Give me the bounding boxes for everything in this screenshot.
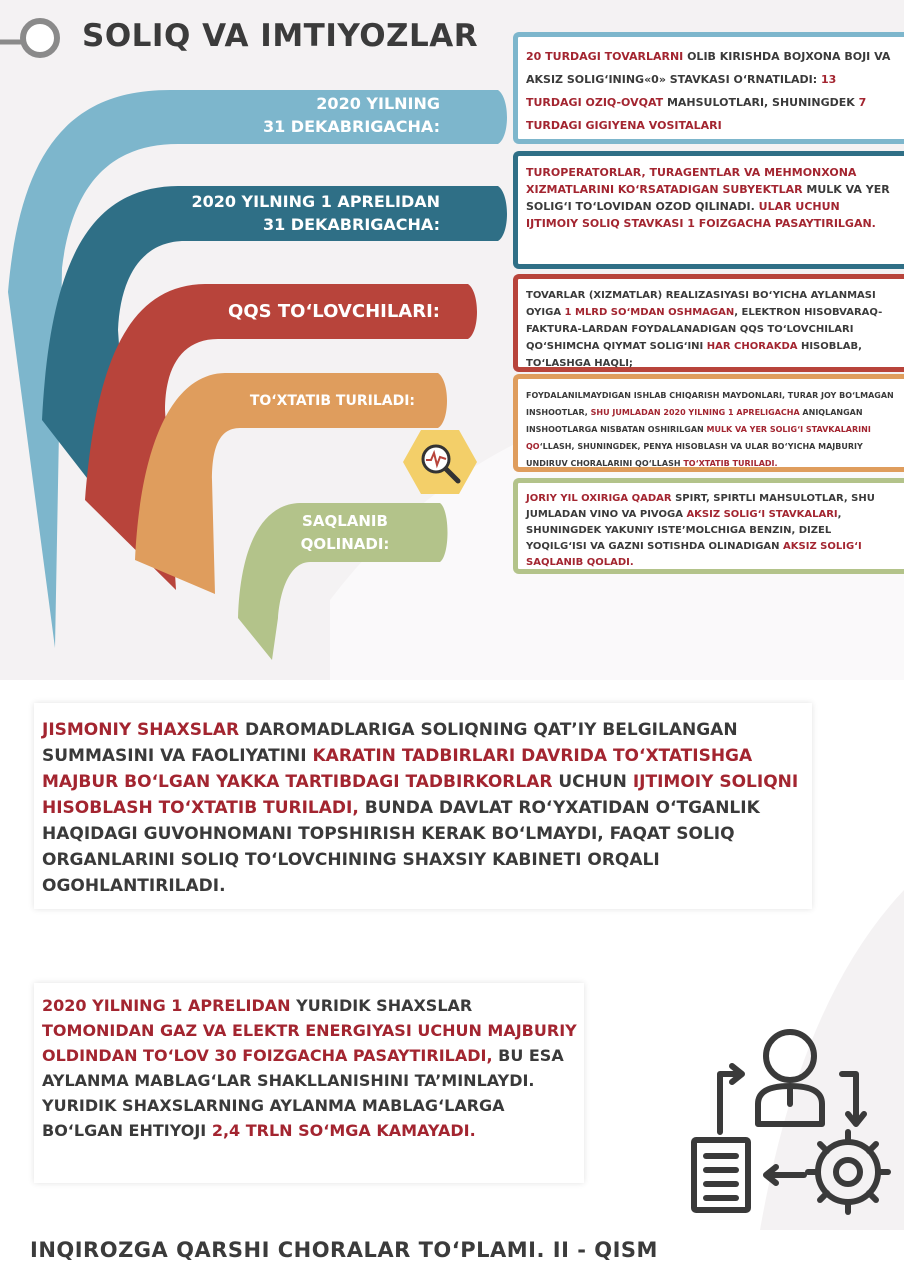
box3-text-2: , ELEKTRON HISOBVARAQ-FAKTURA-LARDAN FOYDALANADIGAN QQS TO‘LOVCHILARI QO‘SHIMCHA QIYMAT SOLIG‘INI [526, 307, 883, 352]
box3-text-3: HISOBLAB, TO‘LASHGA HAQLI; [526, 341, 862, 369]
para2-text-3: YURIDIK SHAXSLARNING AYLANMA MABLAG‘LARGA BO‘LGAN EHTIYOJI [42, 1096, 505, 1140]
para2-highlight-date: 2020 YILNING 1 APRELIDAN [42, 996, 291, 1015]
info-box-duty-exemption [513, 32, 904, 144]
box4-highlight-suspended: TO‘XTATIB TURILADI. [683, 459, 778, 468]
box4-text-3: ‘LLASH, SHUNINGDEK, PENYA HISOBLASH VA ULAR BO‘YICHA MAJBURIY UNDIRUV CHORALARINI QO‘LLASH [526, 442, 863, 468]
info-box-tourism [513, 151, 904, 269]
ribbon-label-1 [200, 92, 440, 138]
box4-text-2: ANIQLANGAN INSHOOTLARGA NISBATAN OSHIRILGAN [526, 408, 863, 434]
box4-highlight-date: SHU JUMLADAN 2020 YILNING 1 APRELIGACHA [590, 408, 800, 417]
box4-highlight-rates: MULK VA YER SOLIG‘I STAVKALARINI QO [526, 425, 871, 451]
ribbon-label-1-line1: 2020 YILNING [316, 94, 440, 113]
box1-highlight-hygiene: 7 TURDAGI GIGIYENA VOSITALARI [526, 96, 867, 132]
box5-text-2: , SHUNINGDEK YAKUNIY ISTE’MOLCHIGA BENZIN, DIZEL YOQILG‘ISI VA GAZNI SOTISHDA OLINADIGAN [526, 509, 842, 552]
ribbon-label-2-line2: 31 DEKABRIGACHA: [262, 215, 440, 234]
para2-highlight-amount: 2,4 TRLN SO‘MGA KAMAYADI. [211, 1121, 476, 1140]
para1-text-3: BUNDA DAVLAT RO‘YXATIDAN O‘TGANLIK HAQIDAGI GUVOHNOMANI TOPSHIRISH KERAK BO‘LMAYDI, FAQAT SOLIQ ORGANLARINI SOLIQ TO‘LOVCHINING SHAXSIY KABINETI ORQALI OGOHLANTIRILADI. [42, 798, 760, 896]
info-box-suspended [513, 374, 904, 472]
box2-highlight-social-tax: ULAR UCHUN IJTIMOIY SOLIQ STAVKASI 1 FOIZGACHA PASAYTIRILGAN. [526, 200, 876, 230]
ribbon-label-5 [290, 510, 400, 556]
info-box-vat-payers [513, 274, 904, 372]
ribbon-label-5-line1: SAQLANIB [302, 512, 388, 530]
box2-text: MULK VA YER SOLIG‘I TO‘LOVIDAN OZOD QILINADI. [526, 183, 890, 213]
box1-highlight-food: 13 TURDAGI OZIQ-OVQAT [526, 73, 837, 109]
ribbon-label-4 [215, 390, 415, 413]
ribbon-label-5-line2: QOLINADI: [300, 535, 390, 553]
ribbon-label-3 [190, 300, 440, 323]
para1-highlight-individuals: JISMONIY SHAXSLAR [42, 720, 240, 740]
box5-text: SPIRT, SPIRTLI MAHSULOTLAR, SHU JUMLADAN VINO VA PIVOGA [526, 493, 875, 520]
paragraph-prepayment [34, 983, 584, 1183]
para1-text-2: UCHUN [552, 772, 633, 792]
box3-highlight-quarterly: HAR CHORAKDA [706, 341, 798, 352]
para1-highlight-suspended: IJTIMOIY SOLIQNI HISOBLASH TO‘XTATIB TURILADI, [42, 772, 799, 818]
box3-text: TOVARLAR (XIZMATLAR) REALIZASIYASI BO‘YICHA AYLANMASI OYIGA [526, 290, 876, 318]
search-pulse-icon [402, 428, 478, 496]
ribbon-label-2 [170, 190, 440, 236]
box5-highlight-year-end: JORIY YIL OXIRIGA QADAR [526, 493, 672, 504]
para1-text: DAROMADLARIGA SOLIQNING QAT’IY BELGILANGAN SUMMASINI VA FAOLIYATINI [42, 720, 738, 766]
box5-highlight-excise-kept: AKSIZ SOLIG‘I SAQLANIB QOLADI. [526, 541, 862, 568]
box1-text: OLIB KIRISHDA BOJXONA BOJI VA AKSIZ SOLIG‘INING«0» STAVKASI O‘RNATILADI: [526, 50, 891, 86]
workflow-icon [686, 1020, 896, 1216]
ribbon-label-2-line1: 2020 YILNING 1 APRELIDAN [191, 192, 440, 211]
box1-text-2: MAHSULOTLARI, SHUNINGDEK [663, 96, 859, 109]
para2-text-2: BU ESA AYLANMA MABLAG‘LAR SHAKLLANISHINI TA’MINLAYDI. [42, 1046, 564, 1090]
box5-highlight-excise-rates: AKSIZ SOLIG‘I STAVKALARI [686, 509, 838, 520]
box1-highlight-goods: 20 TURDAGI TOVARLARNI [526, 50, 684, 63]
box4-text: FOYDALANILMAYDIGAN ISHLAB CHIQARISH MAYDONLARI, TURAR JOY BO‘LMAGAN INSHOOTLAR, [526, 391, 894, 417]
info-box-excise-kept [513, 478, 904, 574]
footer-title: INQIROZGA QARSHI CHORALAR TO‘PLAMI. II - QISM [30, 1238, 658, 1262]
ribbon-label-1-line2: 31 DEKABRIGACHA: [262, 117, 440, 136]
para2-text: YURIDIK SHAXSLAR [290, 996, 473, 1015]
ribbon-label-4-line1: TO‘XTATIB TURILADI: [249, 393, 415, 409]
paragraph-social-tax [34, 703, 812, 909]
para1-highlight-entrepreneurs: KARATIN TADBIRLARI DAVRIDA TO‘XTATISHGA MAJBUR BO‘LGAN YAKKA TARTIBDAGI TADBIRKORLAR [42, 746, 753, 792]
box2-highlight-subjects: TUROPERATORLAR, TURAGENTLAR VA MEHMONXONA XIZMATLARINI KO‘RSATADIGAN SUBYEKTLAR [526, 166, 857, 196]
box3-highlight-turnover: 1 MLRD SO‘MDAN OSHMAGAN [564, 307, 735, 318]
para2-highlight-prepayment: TOMONIDAN GAZ VA ELEKTR ENERGIYASI UCHUN MAJBURIY OLDINDAN TO‘LOV 30 FOIZGACHA PASAYTIRILADI, [42, 1021, 577, 1065]
ribbon-label-3-line1: QQS TO‘LOVCHILARI: [228, 301, 440, 322]
page-title: SOLIQ VA IMTIYOZLAR [82, 18, 479, 54]
